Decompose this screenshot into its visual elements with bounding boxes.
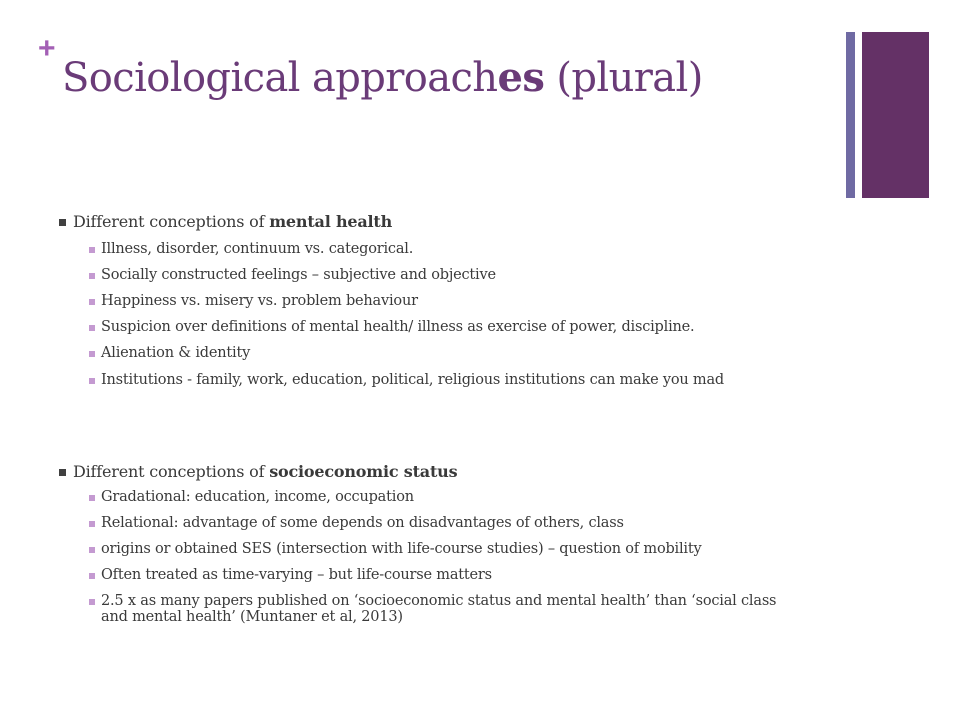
square-bullet-icon <box>89 521 95 527</box>
square-bullet-icon <box>89 273 95 279</box>
section-heading-mental-health: Different conceptions of mental health <box>70 212 389 231</box>
square-bullet-icon <box>89 547 95 553</box>
square-bullet-icon <box>59 469 66 476</box>
square-bullet-icon <box>89 573 95 579</box>
list-item: Suspicion over definitions of mental health/ illness as exercise of power, discipline. <box>98 319 691 335</box>
list-item: Socially constructed feelings – subjective and objective <box>98 267 493 283</box>
square-bullet-icon <box>89 378 95 384</box>
list-item: Institutions - family, work, education, political, religious institutions can make you mad <box>98 372 798 388</box>
list-item: Alienation & identity <box>98 345 247 361</box>
square-bullet-icon <box>89 247 95 253</box>
list-item: 2.5 x as many papers published on ‘socioeconomic status and mental health’ than ‘social class and mental health’ (Muntaner et al, 2013) <box>98 593 798 625</box>
list-item: Often treated as time-varying – but life-course matters <box>98 567 489 583</box>
plus-mark: + <box>38 32 56 65</box>
list-item: Relational: advantage of some depends on disadvantages of others, class <box>98 515 621 531</box>
square-bullet-icon <box>89 495 95 501</box>
list-item: Illness, disorder, continuum vs. categorical. <box>98 241 410 257</box>
list-item: Gradational: education, income, occupation <box>98 489 411 505</box>
square-bullet-icon <box>89 325 95 331</box>
title-part-1: Sociological approach <box>62 55 498 101</box>
square-bullet-icon <box>89 299 95 305</box>
square-bullet-icon <box>89 351 95 357</box>
square-bullet-icon <box>59 219 66 226</box>
title-part-bold: es <box>497 54 545 101</box>
list-item: origins or obtained SES (intersection with life-course studies) – question of mobility <box>98 541 698 557</box>
list-item: Happiness vs. misery vs. problem behaviour <box>98 293 415 309</box>
title-part-2: (plural) <box>544 55 703 101</box>
square-bullet-icon <box>89 599 95 605</box>
section-heading-socioeconomic-status: Different conceptions of socioeconomic status <box>70 462 454 481</box>
